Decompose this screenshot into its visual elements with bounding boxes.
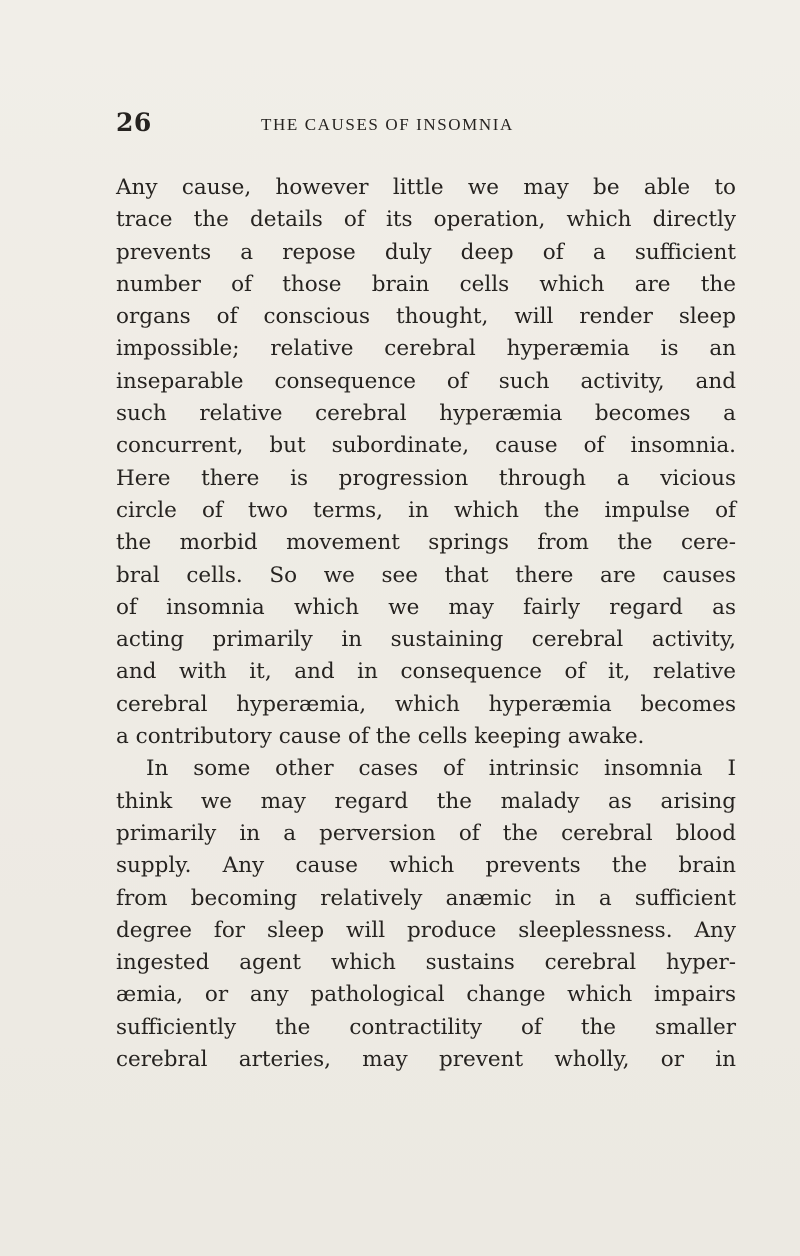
text-line: think we may regard the malady as arising <box>116 788 736 814</box>
text-line: organs of conscious thought, will render sleep <box>116 304 736 330</box>
text-line: acting primarily in sustaining cerebral activity, <box>116 627 736 653</box>
text-line: ingested agent which sustains cerebral hyper- <box>116 950 736 976</box>
text-line: from becoming relatively anæmic in a sufficient <box>116 885 736 911</box>
text-line: of insomnia which we may fairly regard as <box>116 594 736 620</box>
text-line: æmia, or any pathological change which impairs <box>116 982 736 1008</box>
text-line: impossible; relative cerebral hyperæmia is an <box>116 336 736 362</box>
running-head <box>116 108 716 142</box>
text-line: number of those brain cells which are the <box>116 271 736 297</box>
text-line: circle of two terms, in which the impulse of <box>116 497 736 523</box>
text-line: degree for sleep will produce sleeplessness. Any <box>116 917 736 943</box>
text-line: supply. Any cause which prevents the brain <box>116 853 736 879</box>
text-line: cerebral hyperæmia, which hyperæmia becomes <box>116 691 736 717</box>
text-line: primarily in a perversion of the cerebral blood <box>116 820 736 846</box>
text-line: concurrent, but subordinate, cause of insomnia. <box>116 433 736 459</box>
text-line: Here there is progression through a vicious <box>116 465 736 491</box>
text-line: inseparable consequence of such activity, and <box>116 368 736 394</box>
text-line: cerebral arteries, may prevent wholly, or in <box>116 1047 736 1073</box>
body-text <box>116 172 736 1076</box>
text-line: prevents a repose duly deep of a sufficient <box>116 239 736 265</box>
text-line: the morbid movement springs from the cere- <box>116 530 736 556</box>
text-line: bral cells. So we see that there are causes <box>116 562 736 588</box>
running-title: THE CAUSES OF INSOMNIA <box>261 115 514 134</box>
text-line: a contributory cause of the cells keeping awake. <box>116 724 645 750</box>
paragraph-start-line: In some other cases of intrinsic insomnia I <box>146 756 736 782</box>
page-number: 26 <box>116 108 152 137</box>
text-line: trace the details of its operation, which directly <box>116 207 736 233</box>
text-line: Any cause, however little we may be able to <box>116 175 736 200</box>
text-line: sufficiently the contractility of the smaller <box>116 1014 736 1040</box>
text-line: and with it, and in consequence of it, relative <box>116 659 736 685</box>
text-line: such relative cerebral hyperæmia becomes a <box>116 401 736 427</box>
